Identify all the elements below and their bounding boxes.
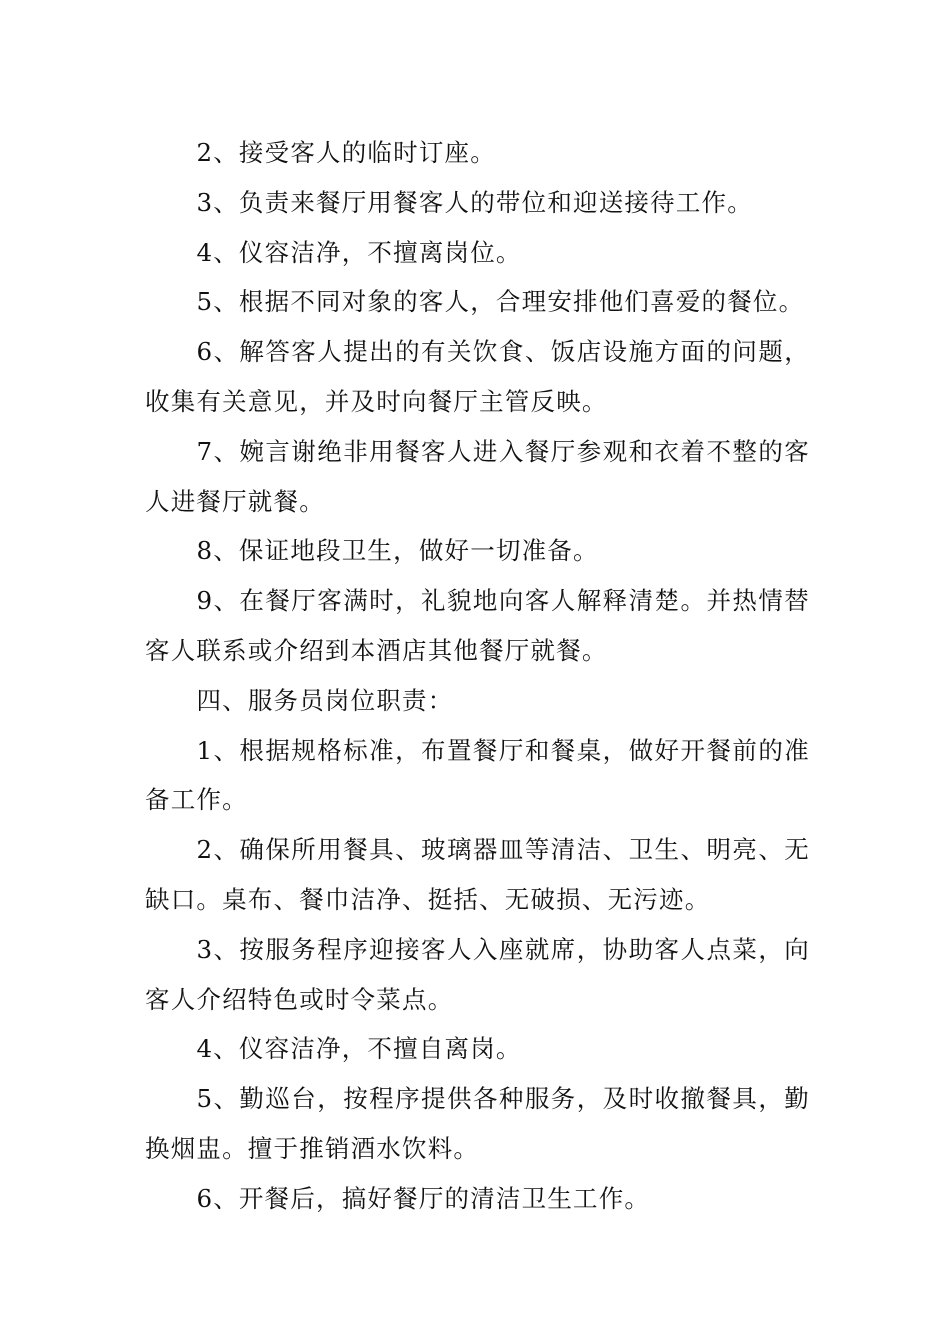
paragraph-waiter-2-tableware: 2、确保所用餐具、玻璃器皿等清洁、卫生、明亮、无缺口。桌布、餐巾洁净、挺括、无破损、无污迹。 bbox=[145, 835, 810, 914]
paragraph-waiter-1-setup: 1、根据规格标准，布置餐厅和餐桌，做好开餐前的准备工作。 bbox=[145, 735, 810, 815]
paragraph-waiter-3-greeting: 3、按服务程序迎接客人入座就席，协助客人点菜，向客人介绍特色或时令菜点。 bbox=[145, 934, 810, 1014]
paragraph-duty-8-hygiene: 8、保证地段卫生，做好一切准备。 bbox=[196, 536, 599, 566]
paragraph-duty-7-decline-visitors: 7、婉言谢绝非用餐客人进入餐厅参观和衣着不整的客人进餐厅就餐。 bbox=[145, 436, 810, 516]
document-body bbox=[145, 128, 810, 1224]
paragraph-waiter-5-service: 5、勤巡台，按程序提供各种服务，及时收撤餐具，勤换烟盅。擅于推销酒水饮料。 bbox=[145, 1084, 810, 1163]
paragraph-duty-9-full-house: 9、在餐厅客满时，礼貌地向客人解释清楚。并热情替客人联系或介绍到本酒店其他餐厅就餐。 bbox=[145, 586, 810, 665]
paragraph-duty-2-reservation: 2、接受客人的临时订座。 bbox=[196, 138, 496, 167]
paragraph-duty-6-answer-questions: 6、解答客人提出的有关饮食、饭店设施方面的问题，收集有关意见，并及时向餐厅主管反映。 bbox=[145, 337, 810, 416]
paragraph-waiter-6-cleaning: 6、开餐后，搞好餐厅的清洁卫生工作。 bbox=[196, 1183, 651, 1213]
paragraph-duty-3-seating: 3、负责来餐厅用餐客人的带位和迎送接待工作。 bbox=[196, 187, 753, 217]
paragraph-waiter-4-appearance: 4、仪容洁净，不擅自离岗。 bbox=[196, 1034, 522, 1064]
paragraph-duty-5-arrange-seats: 5、根据不同对象的客人，合理安排他们喜爱的餐位。 bbox=[196, 287, 805, 317]
section-heading-waiter-duties: 四、服务员岗位职责： bbox=[196, 685, 454, 715]
paragraph-duty-4-appearance: 4、仪容洁净，不擅离岗位。 bbox=[196, 237, 522, 267]
